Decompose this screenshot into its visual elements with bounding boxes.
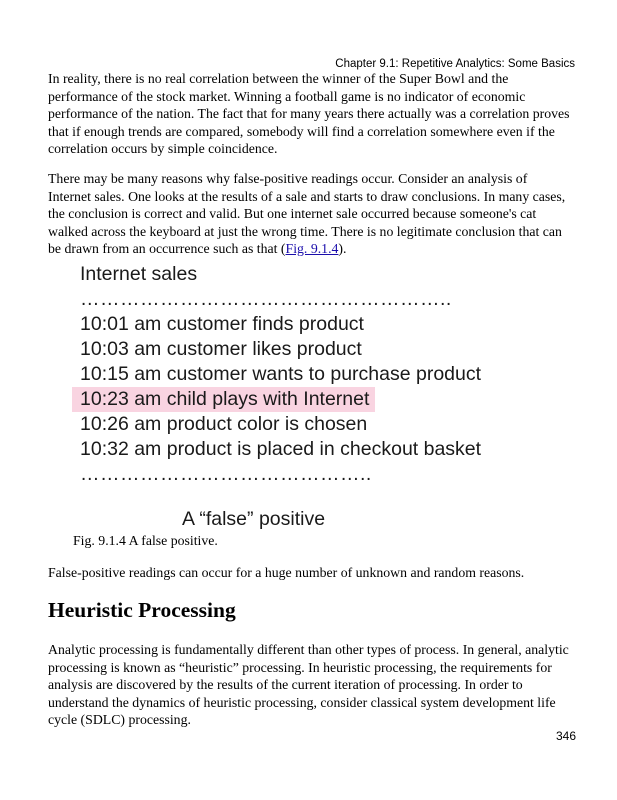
figure-line: 10:26 am product color is chosen	[80, 413, 368, 435]
figure-line: 10:01 am customer finds product	[80, 313, 364, 335]
figure-line-highlighted: 10:23 am child plays with Internet	[72, 387, 375, 412]
paragraph-heuristic: Analytic processing is fundamentally different than other types of process. In general, analytic processing is known as “heuristic” processing. In heuristic processing, the requirements for analysis are discovered by the results of the current iteration of processing. In order to understand the dynamics of heuristic processing, consider classical system development life cycle (SDLC) processing.	[48, 642, 569, 727]
figure-big-caption: A “false” positive	[182, 508, 326, 530]
paragraph-text: There may be many reasons why false-positive readings occur. Consider an analysis of Internet sales. One looks at the results of a sale and starts to draw conclusions. In many cases, the conclusion is correct and valid. But one internet sale occurred because someone's cat walked across the keyboard at just the wrong time. There is no legitimate conclusion that can be drawn from an occurrence such as that (	[48, 171, 566, 256]
paragraph-random-reasons: False-positive readings can occur for a huge number of unknown and random reasons.	[48, 565, 525, 580]
figure-line: 10:15 am customer wants to purchase product	[80, 363, 482, 385]
figure-internet-sales	[80, 262, 540, 487]
running-header: Chapter 9.1: Repetitive Analytics: Some Basics	[335, 58, 575, 70]
figure-title: Internet sales	[80, 263, 198, 285]
figure-line-highlighted-wrap	[80, 387, 540, 412]
paragraph-false-positive	[48, 170, 573, 258]
page-number: 346	[555, 729, 576, 743]
figure-caption: Fig. 9.1.4 A false positive.	[73, 533, 218, 548]
figure-dots-bottom: ……………………………………..	[80, 463, 372, 485]
figure-line: 10:03 am customer likes product	[80, 338, 362, 360]
figure-line: 10:32 am product is placed in checkout basket	[80, 438, 482, 460]
figure-dots-top: ………………………………………………..	[80, 288, 452, 310]
section-heading: Heuristic Processing	[48, 598, 236, 622]
paragraph-correlation: In reality, there is no real correlation between the winner of the Super Bowl and the performance of the stock market. Winning a football game is no indicator of economic performance of the nation. The fact that for many years there actually was a correlation proves that if enough trends are compared, somebody will find a correlation somewhere even if the correlation occurs by simple coincidence.	[48, 71, 570, 156]
figure-link[interactable]: Fig. 9.1.4	[285, 241, 339, 256]
paragraph-text-end: ).	[338, 241, 347, 256]
